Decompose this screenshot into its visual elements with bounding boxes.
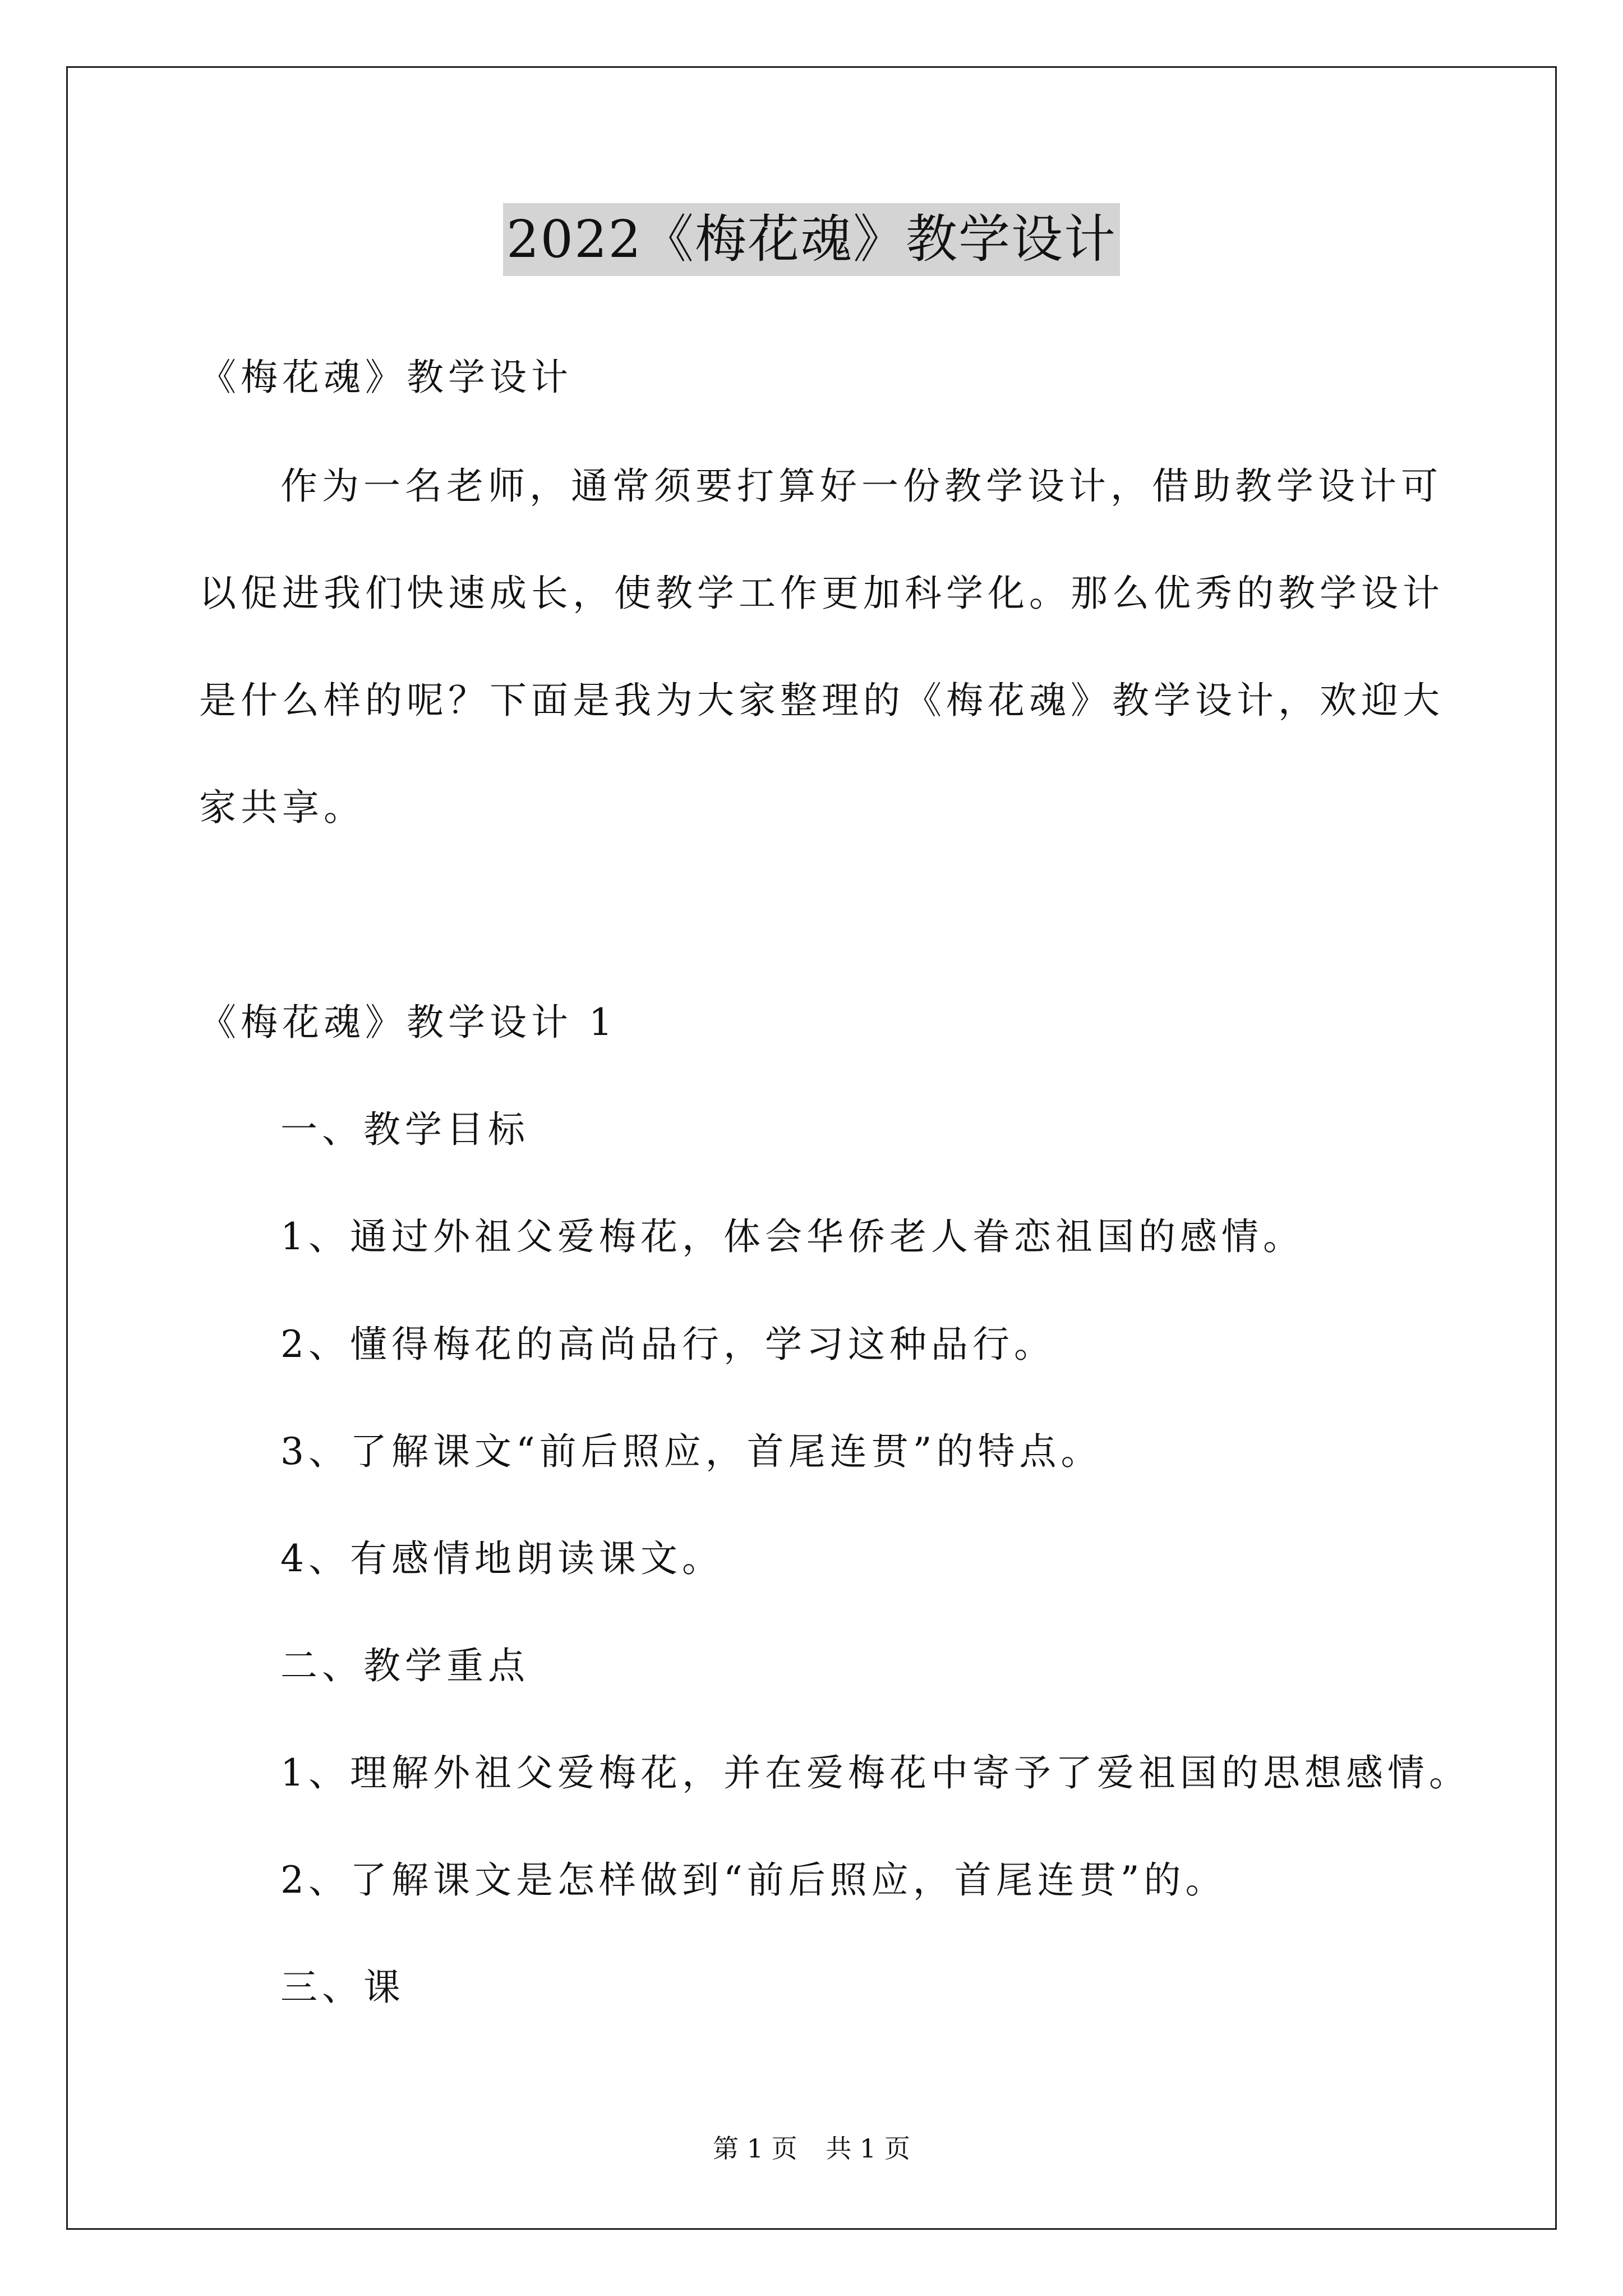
third-heading: 三、课: [280, 1966, 405, 2009]
goal-item-2: 2、懂得梅花的高尚品行，学习这种品行。: [280, 1323, 1055, 1366]
goal-item-1: 1、通过外祖父爱梅花，体会华侨老人眷恋祖国的感情。: [280, 1215, 1304, 1258]
section-title: 《梅花魂》教学设计 1: [199, 1001, 617, 1044]
intro-line-1: 作为一名老师，通常须要打算好一份教学设计，借助教学设计可: [280, 464, 1442, 508]
goal-item-4: 4、有感情地朗读课文。: [280, 1537, 723, 1580]
page-number-current: 第 1 页: [713, 2133, 797, 2164]
page-footer: [0, 2132, 1623, 2165]
intro-line-2: 以促进我们快速成长，使教学工作更加科学化。那么优秀的教学设计: [199, 572, 1444, 615]
intro-line-4: 家共享。: [199, 786, 365, 829]
key-point-1: 1、理解外祖父爱梅花，并在爱梅花中寄予了爱祖国的思想感情。: [280, 1751, 1470, 1795]
document-title: 2022《梅花魂》教学设计: [503, 203, 1120, 276]
key-point-2: 2、了解课文是怎样做到“前后照应，首尾连贯”的。: [280, 1858, 1227, 1902]
page-number-total: 共 1 页: [826, 2133, 910, 2164]
intro-line-3: 是什么样的呢？下面是我为大家整理的《梅花魂》教学设计，欢迎大: [199, 679, 1444, 722]
subtitle: 《梅花魂》教学设计: [199, 356, 573, 399]
goal-item-3: 3、了解课文“前后照应，首尾连贯”的特点。: [280, 1430, 1103, 1473]
key-heading: 二、教学重点: [280, 1644, 529, 1687]
title-container: [0, 203, 1623, 276]
goals-heading: 一、教学目标: [280, 1108, 529, 1151]
